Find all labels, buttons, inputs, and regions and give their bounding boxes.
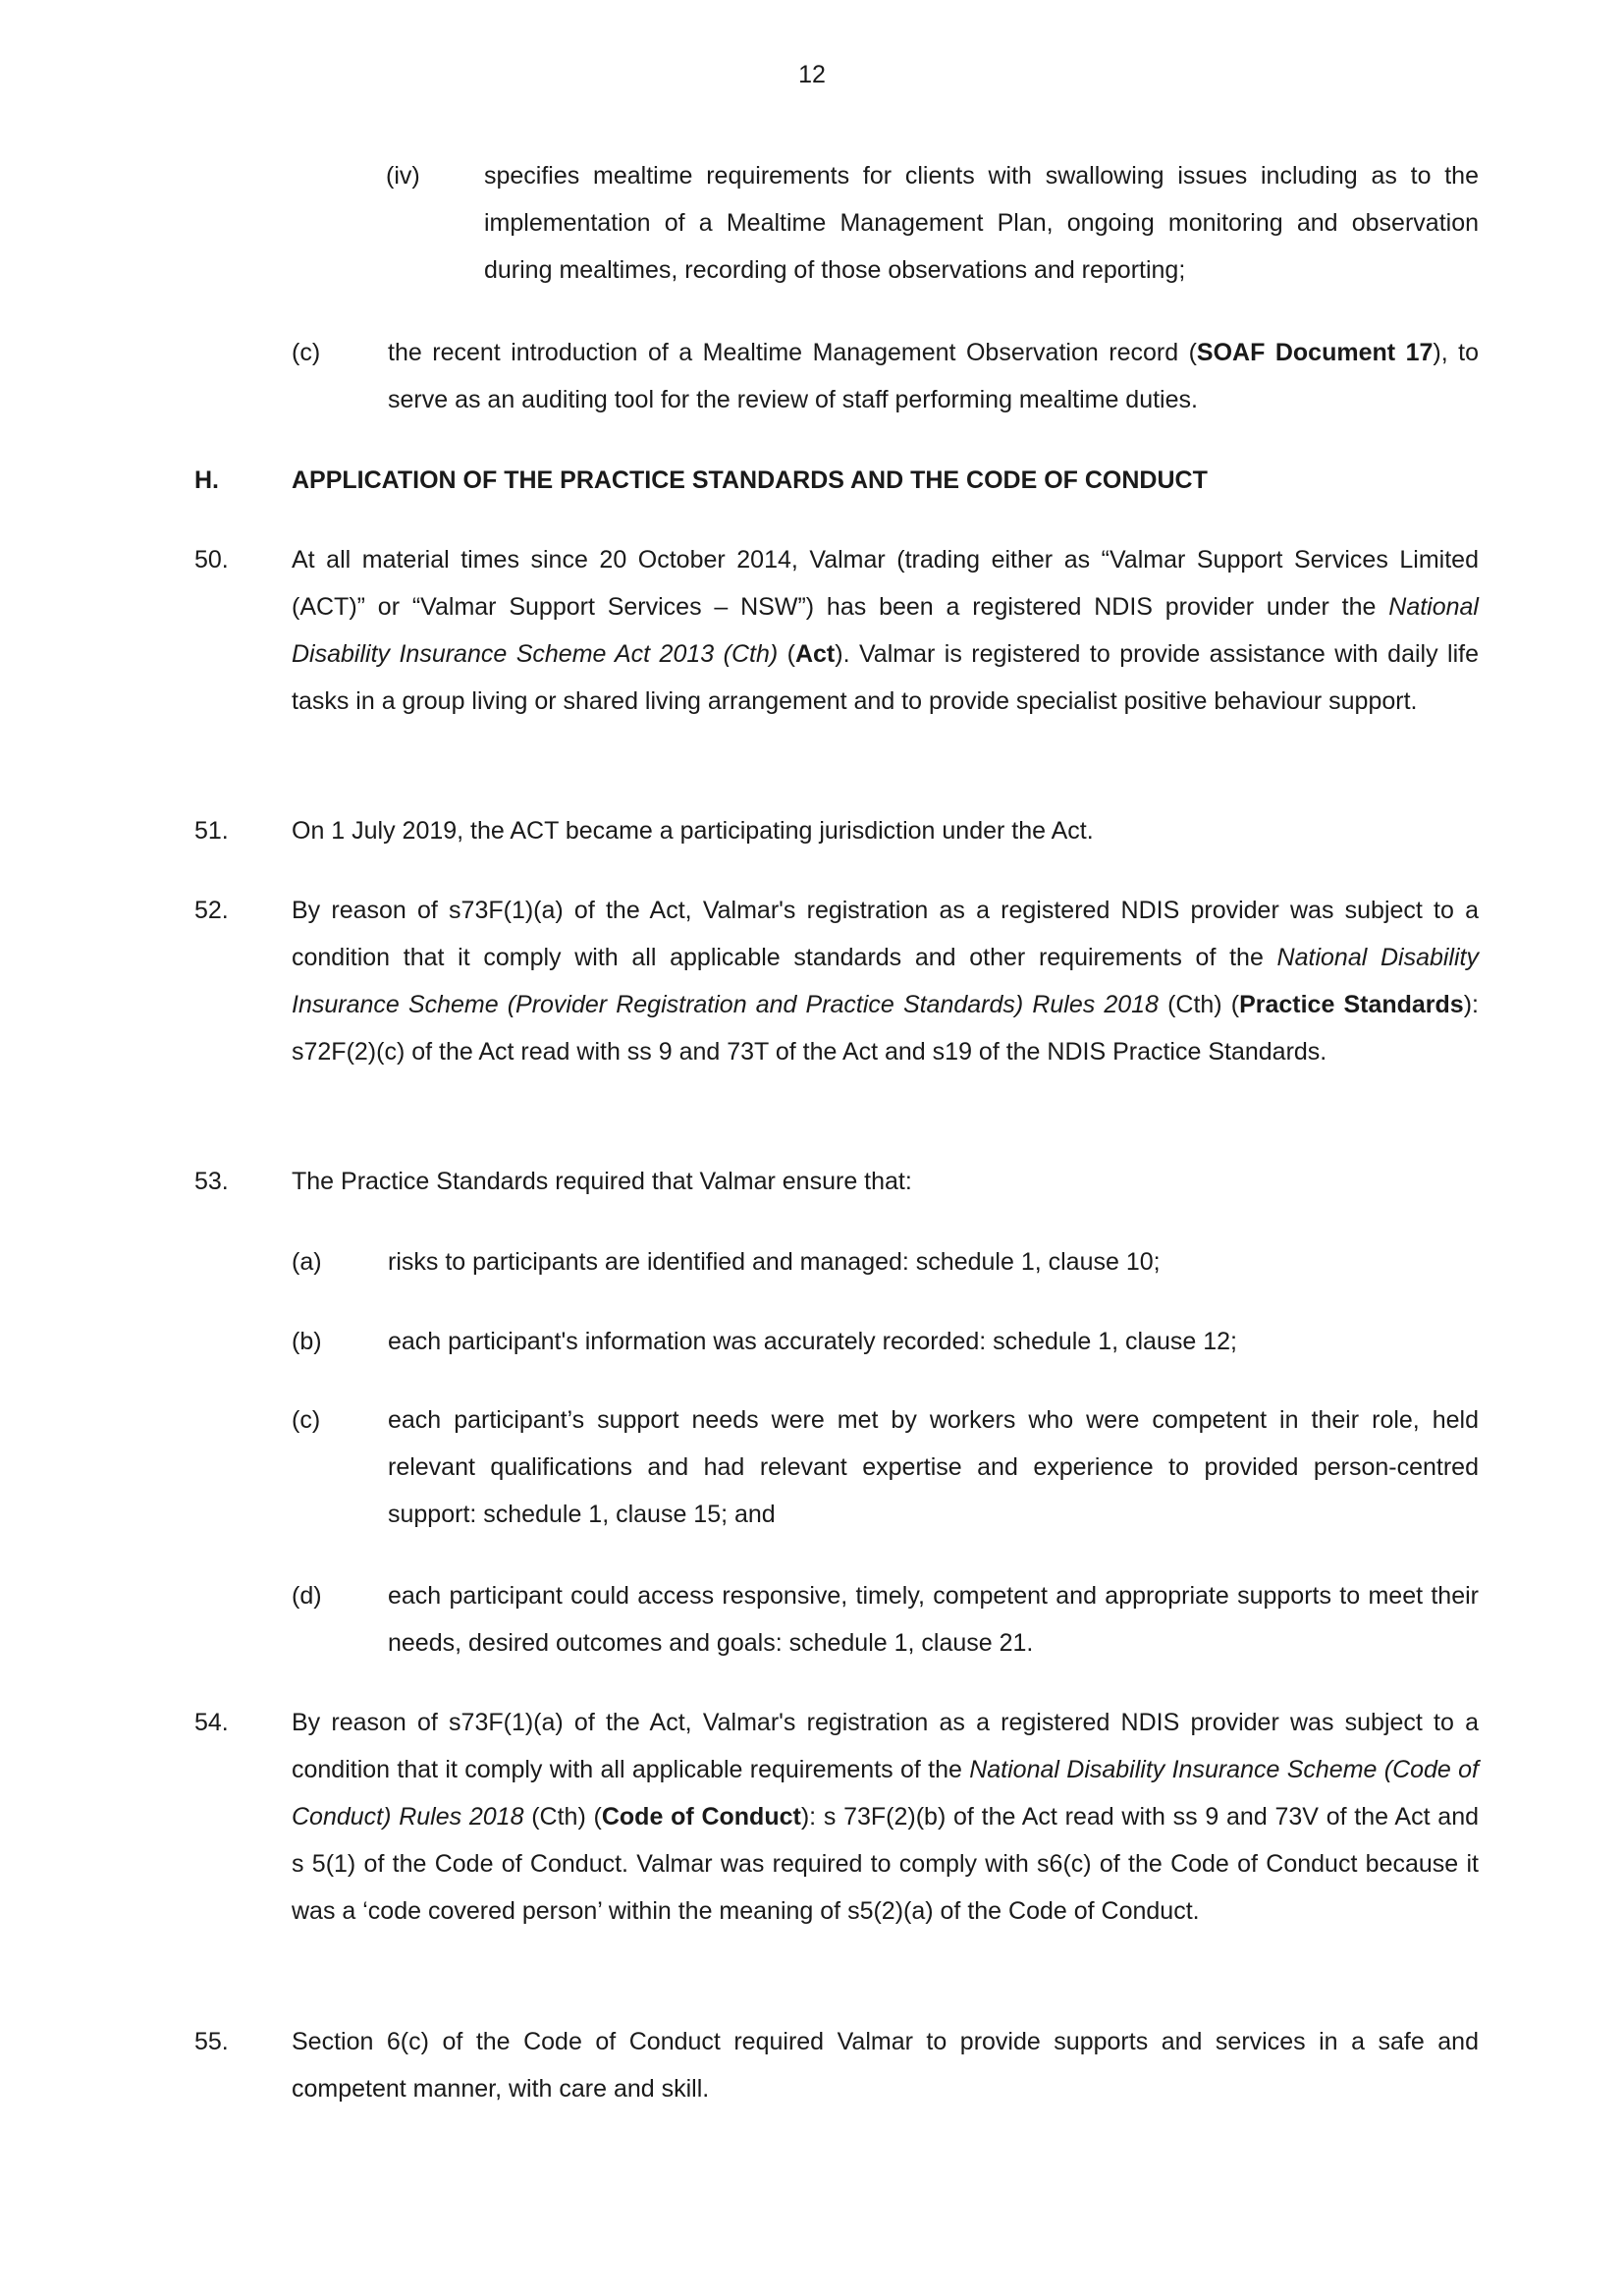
section-heading: APPLICATION OF THE PRACTICE STANDARDS AND THE CODE OF CONDUCT [292, 466, 1208, 494]
paragraph-53-number: 53. [194, 1168, 229, 1195]
paragraph-50: At all material times since 20 October 2014, Valmar (trading either as “Valmar Support Services Limited (ACT)” or “Valmar Support Services – NSW”) has been a registered NDIS provider under the National Disability Insurance Scheme Act 2013 (Cth) (Act). Valmar is registered to provide assistance with daily life tasks in a group living or shared living arrangement and to provide specialist positive behaviour support. [292, 546, 1479, 715]
item-c-label: (c) [292, 339, 321, 366]
list-item: each participant's information was accurately recorded: schedule 1, clause 12; [388, 1328, 1237, 1355]
paragraph-50-number: 50. [194, 546, 229, 574]
list-item-label: (b) [292, 1328, 322, 1355]
paragraph-54: By reason of s73F(1)(a) of the Act, Valmar's registration as a registered NDIS provider was subject to a condition that it comply with all applicable requirements of the National Disability Insurance Scheme (Code of Conduct) Rules 2018 (Cth) (Code of Conduct): s 73F(2)(b) of the Act read with ss 9 and 73V of the Act and s 5(1) of the Code of Conduct. Valmar was required to comply with s6(c) of the Code of Conduct because it was a ‘code covered person’ within the meaning of s5(2)(a) of the Code of Conduct. [292, 1709, 1480, 1925]
list-item: each participant could access responsive, timely, competent and appropriate supports to meet their needs, desired outcomes and goals: schedule 1, clause 21. [388, 1582, 1479, 1657]
paragraph-53: The Practice Standards required that Valmar ensure that: [292, 1168, 912, 1195]
section-letter: H. [194, 466, 219, 494]
paragraph-55: Section 6(c) of the Code of Conduct required Valmar to provide supports and services in a safe and competent manner, with care and skill. [292, 2028, 1479, 2103]
list-item: each participant’s support needs were met by workers who were competent in their role, held relevant qualifications and had relevant expertise and experience to provided person-centred support: schedule 1, clause 15; and [388, 1406, 1479, 1528]
paragraph-52: By reason of s73F(1)(a) of the Act, Valmar's registration as a registered NDIS provider was subject to a condition that it comply with all applicable standards and other requirements of the National Disability Insurance Scheme (Provider Registration and Practice Standards) Rules 2018 (Cth) (Practice Standards): s72F(2)(c) of the Act read with ss 9 and 73T of the Act and s19 of the NDIS Practice Standards. [292, 897, 1479, 1066]
paragraph-52-number: 52. [194, 897, 229, 924]
sub-item-iv-text: specifies mealtime requirements for clients with swallowing issues including as to the implementation of a Mealtime Management Plan, ongoing monitoring and observation during mealtimes, recording of those observations and reporting; [484, 162, 1479, 284]
paragraph-55-number: 55. [194, 2028, 229, 2055]
soaf-document-ref: SOAF Document 17 [1196, 339, 1434, 366]
paragraph-51: On 1 July 2019, the ACT became a participating jurisdiction under the Act. [292, 817, 1094, 845]
item-c-text: the recent introduction of a Mealtime Management Observation record (SOAF Document 17), to serve as an auditing tool for the review of staff performing mealtime duties. [388, 339, 1479, 413]
list-item-label: (d) [292, 1582, 322, 1610]
paragraph-51-number: 51. [194, 817, 229, 845]
sub-item-iv-label: (iv) [386, 162, 420, 190]
list-item: risks to participants are identified and managed: schedule 1, clause 10; [388, 1248, 1161, 1276]
paragraph-54-number: 54. [194, 1709, 229, 1736]
page-number: 12 [798, 61, 826, 88]
list-item-label: (c) [292, 1406, 321, 1434]
list-item-label: (a) [292, 1248, 322, 1276]
